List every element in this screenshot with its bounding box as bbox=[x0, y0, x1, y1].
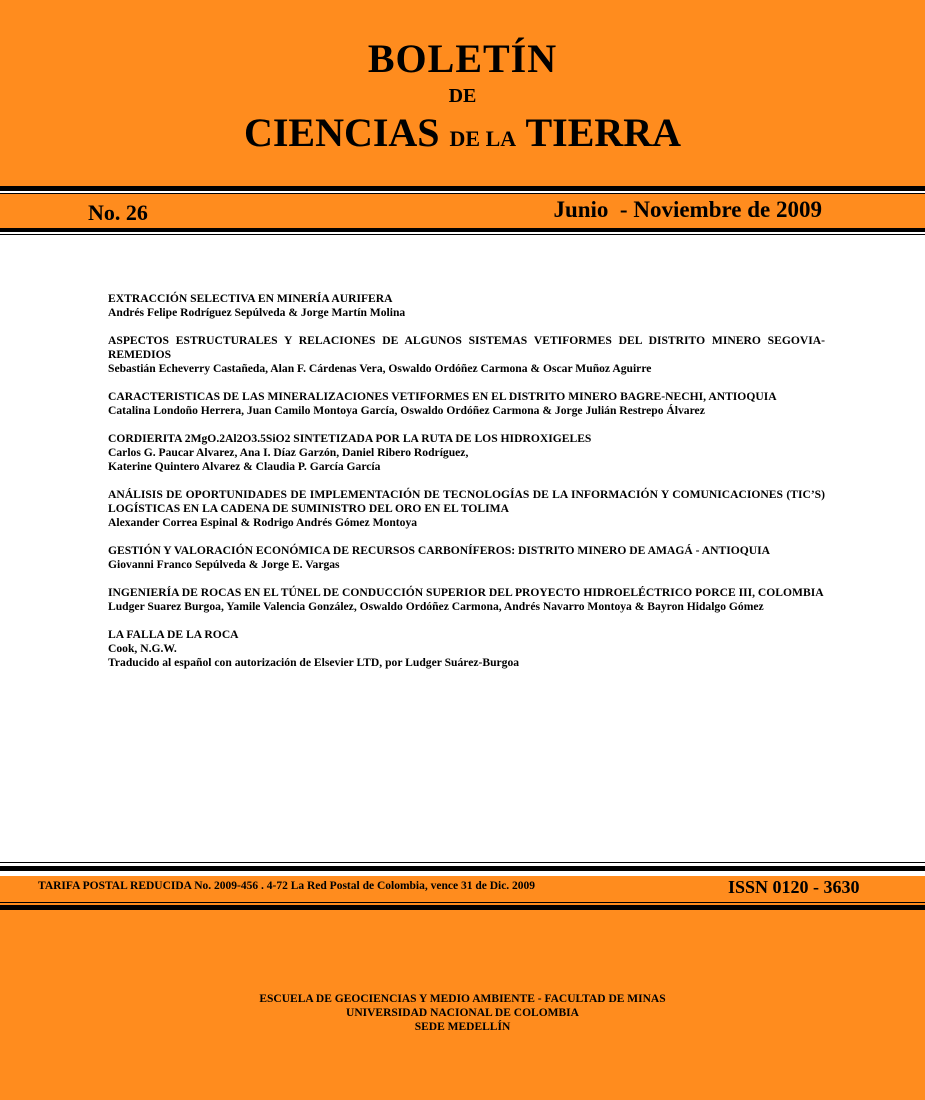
table-of-contents bbox=[108, 292, 825, 684]
issn-number: ISSN 0120 - 3630 bbox=[728, 877, 860, 897]
article-authors: Cook, N.G.W. bbox=[108, 642, 177, 655]
article-entry bbox=[108, 544, 825, 572]
article-entry bbox=[108, 628, 825, 670]
footer-band-rule-thick bbox=[0, 905, 925, 910]
publisher-block bbox=[0, 992, 925, 1034]
issue-rule-thin bbox=[0, 234, 925, 235]
title-word-de-la: DE LA bbox=[449, 126, 517, 151]
article-authors: Katerine Quintero Alvarez & Claudia P. García García bbox=[108, 460, 381, 473]
article-entry bbox=[108, 334, 825, 376]
publisher-line: ESCUELA DE GEOCIENCIAS Y MEDIO AMBIENTE - FACULTAD DE MINAS bbox=[259, 993, 666, 1005]
title-word-tierra: TIERRA bbox=[525, 110, 682, 155]
article-title: CARACTERISTICAS DE LAS MINERALIZACIONES VETIFORMES EN EL DISTRITO MINERO BAGRE-NECHI, ANTIOQUIA bbox=[108, 390, 777, 403]
publisher-line: UNIVERSIDAD NACIONAL DE COLOMBIA bbox=[346, 1007, 579, 1019]
footer-rule-thin bbox=[0, 862, 925, 863]
article-title: LA FALLA DE LA ROCA bbox=[108, 628, 239, 641]
article-entry bbox=[108, 586, 825, 614]
publisher-line: SEDE MEDELLÍN bbox=[414, 1021, 511, 1033]
postal-rate-notice: TARIFA POSTAL REDUCIDA No. 2009-456 . 4-72 La Red Postal de Colombia, vence 31 de Dic. 2009 bbox=[38, 880, 536, 892]
issue-rule-thick bbox=[0, 228, 925, 232]
issue-date: Junio - Noviembre de 2009 bbox=[553, 197, 822, 222]
article-title: CORDIERITA 2MgO.2Al2O3.5SiO2 SINTETIZADA POR LA RUTA DE LOS HIDROXIGELES bbox=[108, 432, 592, 445]
journal-title-line1: BOLETÍN bbox=[367, 36, 558, 81]
title-word-ciencias: CIENCIAS bbox=[243, 110, 440, 155]
article-title: ANÁLISIS DE OPORTUNIDADES DE IMPLEMENTACIÓN DE TECNOLOGÍAS DE LA INFORMACIÓN Y COMUNICACIONES (TIC’S) LOGÍSTICAS EN LA CADENA DE SUMINISTRO DEL ORO EN EL TOLIMA bbox=[108, 488, 825, 515]
footer-rule-thick bbox=[0, 866, 925, 871]
article-title: INGENIERÍA DE ROCAS EN EL TÚNEL DE CONDUCCIÓN SUPERIOR DEL PROYECTO HIDROELÉCTRICO PORCE III, COLOMBIA bbox=[108, 586, 824, 599]
footer-band-rule-thin bbox=[0, 902, 925, 903]
article-authors: Sebastián Echeverry Castañeda, Alan F. Cárdenas Vera, Oswaldo Ordóñez Carmona & Oscar Muñoz Aguirre bbox=[108, 362, 652, 375]
article-entry bbox=[108, 292, 825, 320]
journal-title-line3 bbox=[0, 108, 925, 164]
issue-number: No. 26 bbox=[88, 200, 148, 225]
journal-title-line2: DE bbox=[448, 85, 477, 107]
article-entry bbox=[108, 432, 825, 474]
article-entry bbox=[108, 488, 825, 530]
article-title: GESTIÓN Y VALORACIÓN ECONÓMICA DE RECURSOS CARBONÍFEROS: DISTRITO MINERO DE AMAGÁ - ANTIOQUIA bbox=[108, 544, 771, 557]
article-authors: Catalina Londoño Herrera, Juan Camilo Montoya García, Oswaldo Ordóñez Carmona & Jorge Julián Restrepo Álvarez bbox=[108, 404, 705, 417]
article-authors: Giovanni Franco Sepúlveda & Jorge E. Vargas bbox=[108, 558, 340, 571]
article-authors: Ludger Suarez Burgoa, Yamile Valencia González, Oswaldo Ordóñez Carmona, Andrés Navarro Montoya & Bayron Hidalgo Gómez bbox=[108, 600, 764, 613]
article-title: EXTRACCIÓN SELECTIVA EN MINERÍA AURIFERA bbox=[108, 292, 393, 305]
header-rule-thick bbox=[0, 186, 925, 191]
article-entry bbox=[108, 390, 825, 418]
article-authors: Traducido al español con autorización de Elsevier LTD, por Ludger Suárez-Burgoa bbox=[108, 656, 520, 669]
cover-header bbox=[0, 0, 925, 186]
article-title: ASPECTOS ESTRUCTURALES Y RELACIONES DE ALGUNOS SISTEMAS VETIFORMES DEL DISTRITO MINERO SEGOVIA-REMEDIOS bbox=[108, 334, 825, 361]
article-authors: Carlos G. Paucar Alvarez, Ana I. Díaz Garzón, Daniel Ribero Rodríguez, bbox=[108, 446, 469, 459]
article-authors: Alexander Correa Espinal & Rodrigo Andrés Gómez Montoya bbox=[108, 516, 418, 529]
article-authors: Andrés Felipe Rodríguez Sepúlveda & Jorge Martín Molina bbox=[108, 306, 406, 319]
